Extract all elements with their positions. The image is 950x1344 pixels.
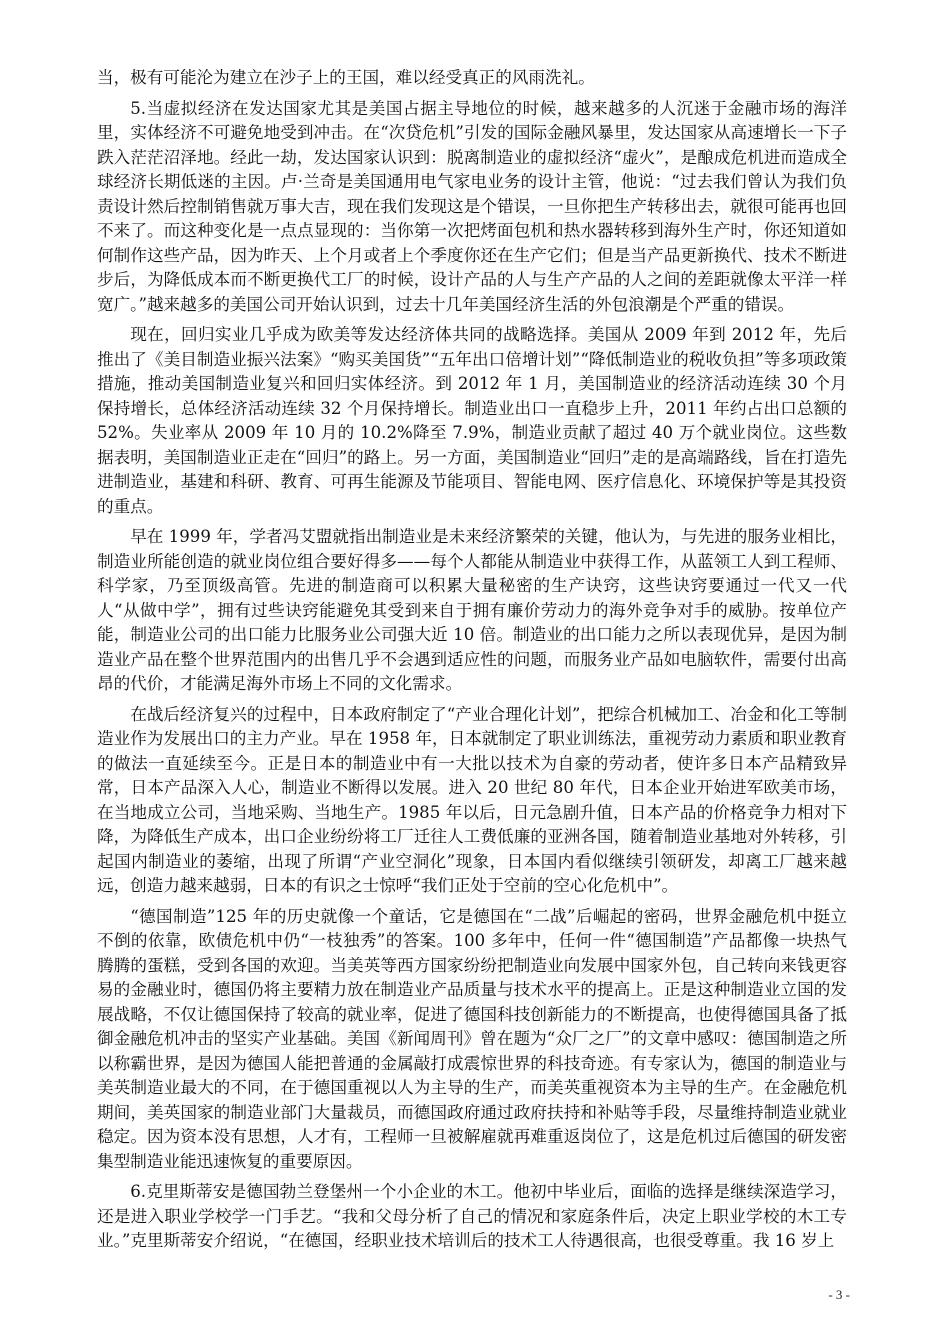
paragraph-item-5: 5.当虚拟经济在发达国家尤其是美国占据主导地位的时候，越来越多的人沉迷于金融市场的海洋里，实体经济不可避免地受到冲击。在“次贷危机”引发的国际金融风暴里，发达国家从高速增长一下子跌入茫茫沼泽地。经此一劫，发达国家认识到：脱离制造业的虚拟经济“虚火”，是酿成危机进而造成全球经济长期低迷的主因。卢·兰奇是美国通用电气家电业务的设计主管，他说：“过去我们曾认为我们负责设计然后控制销售就万事大吉，现在我们发现这是个错误，一旦你把生产转移出去，就很可能再也回不来了。而这种变化是一点点显现的：当你第一次把烤面包机和热水器转移到海外生产时，你还知道如何制作这些产品，因为昨天、上个月或者上个季度你还在生产它们；但是当产品更新换代、技术不断进步后，为降低成本而不断更换代工厂的时候，设计产品的人与生产产品的人之间的差距就像太平洋一样宽广。”越来越多的美国公司开始认识到，过去十几年美国经济生活的外包浪潮是个严重的错误。 [97, 98, 847, 314]
paragraph-japan: 在战后经济复兴的过程中，日本政府制定了“产业合理化计划”，把综合机械加工、冶金和化工等制造业作为发展出口的主力产业。早在 1958 年，日本就制定了职业训练法，重视劳动力素质和职业教育的做法一直延续至今。正是日本的制造业中有一大批以技术为自豪的劳动者，使许多日本产品精致异常，日本产品深入人心，制造业不断得以发展。进入 20 世纪 80 年代，日本企业开始进军欧美市场，在当地成立公司，当地采购、当地生产。1985 年以后，日元急剧升值，日本产品的价格竞争力相对下降，为降低生产成本，出口企业纷纷将工厂迁往人工费低廉的亚洲各国，随着制造业基地对外转移，引起国内制造业的萎缩，出现了所谓“产业空洞化”现象，日本国内看似继续引领研发，却离工厂越来越远，创造力越来越弱，日本的有识之士惊呼“我们正处于空前的空心化危机中”。 [97, 704, 847, 895]
page-number: - 3 - [828, 1287, 850, 1302]
paragraph-us-manufacturing: 现在，回归实业几乎成为欧美等发达经济体共同的战略选择。美国从 2009 年到 2012 年，先后推出了《美目制造业振兴法案》“购买美国货”“五年出口倍增计划”“降低制造业的税收负担”等多项政策措施，推动美国制造业复兴和回归实体经济。到 2012 年 1 月，美国制造业的经济活动连续 30 个月保持增长，总体经济活动连续 32 个月保持增长。制造业出口一直稳步上升，2011 年约占出口总额的52%。失业率从 2009 年 10 月的 10.2%降至 7.9%，制造业贡献了超过 40 万个就业岗位。这些数据表明，美国制造业正走在“回归”的路上。另一方面，美国制造业“回归”走的是高端路线，旨在打造先进制造业，基建和科研、教育、可再生能源及节能项目、智能电网、医疗信息化、环境保护等是其投资的重点。 [97, 325, 847, 516]
body-text [97, 66, 847, 1260]
paragraph-manufacturing-key: 早在 1999 年，学者冯艾盟就指出制造业是未来经济繁荣的关键，他认为，与先进的服务业相比，制造业所能创造的就业岗位组合要好得多——每个人都能从制造业中获得工作，从蓝领工人到工程师、科学家，乃至顶级高管。先进的制造商可以积累大量秘密的生产诀窍，这些诀窍要通过一代又一代人“从做中学”，拥有过些诀窍能避免其受到来自于拥有廉价劳动力的海外竞争对手的威胁。按单位产能，制造业公司的出口能力比服务业公司强大近 10 倍。制造业的出口能力之所以表现优异，是因为制造业产品在整个世界范围内的出售几乎不会遇到适应性的问题，而服务业产品如电脑软件，需要付出高昂的代价，才能满足海外市场上不同的文化需求。 [97, 527, 847, 693]
paragraph-item-6: 6.克里斯蒂安是德国勃兰登堡州一个小企业的木工。他初中毕业后，面临的选择是继续深造学习，还是进入职业学校学一门手艺。“我和父母分析了自己的情况和家庭条件后，决定上职业学校的木工专业。”克里斯蒂安介绍说，“在德国，经职业技术培训后的技术工人待遇很高，也很受尊重。我 16 岁上 [97, 1182, 847, 1250]
paragraph-germany: “德国制造”125 年的历史就像一个童话，它是德国在“二战”后崛起的密码，世界金融危机中挺立不倒的依靠，欧债危机中仍“一枝独秀”的答案。100 多年中，任何一件“德国制造”产品都像一块热气腾腾的蛋糕，受到各国的欢迎。当美英等西方国家纷纷把制造业向发展中国家外包，自己转向来钱更容易的金融业时，德国仍将主要精力放在制造业产品质量与技术水平的提高上。正是这种制造业立国的发展战略，不仅让德国保持了较高的就业率，促进了德国科技创新能力的不断提高，也使得德国具备了抵御金融危机冲击的坚实产业基础。美国《新闻周刊》曾在题为“众厂之厂”的文章中感叹：德国制造之所以称霸世界，是因为德国人能把普通的金属敲打成震惊世界的科技奇迹。有专家认为，德国的制造业与美英制造业最大的不同，在于德国重视以人为主导的生产，而美英重视资本为主导的生产。在金融危机期间，美英国家的制造业部门大量裁员，而德国政府通过政府扶持和补贴等手段，尽量维持制造业就业稳定。因为资本没有思想，人才有，工程师一旦被解雇就再难重返岗位了，这是危机过后德国的研发密集型制造业能迅速恢复的重要原因。 [97, 906, 847, 1171]
paragraph-continued: 当，极有可能沦为建立在沙子上的王国，难以经受真正的风雨洗礼。 [97, 68, 595, 87]
